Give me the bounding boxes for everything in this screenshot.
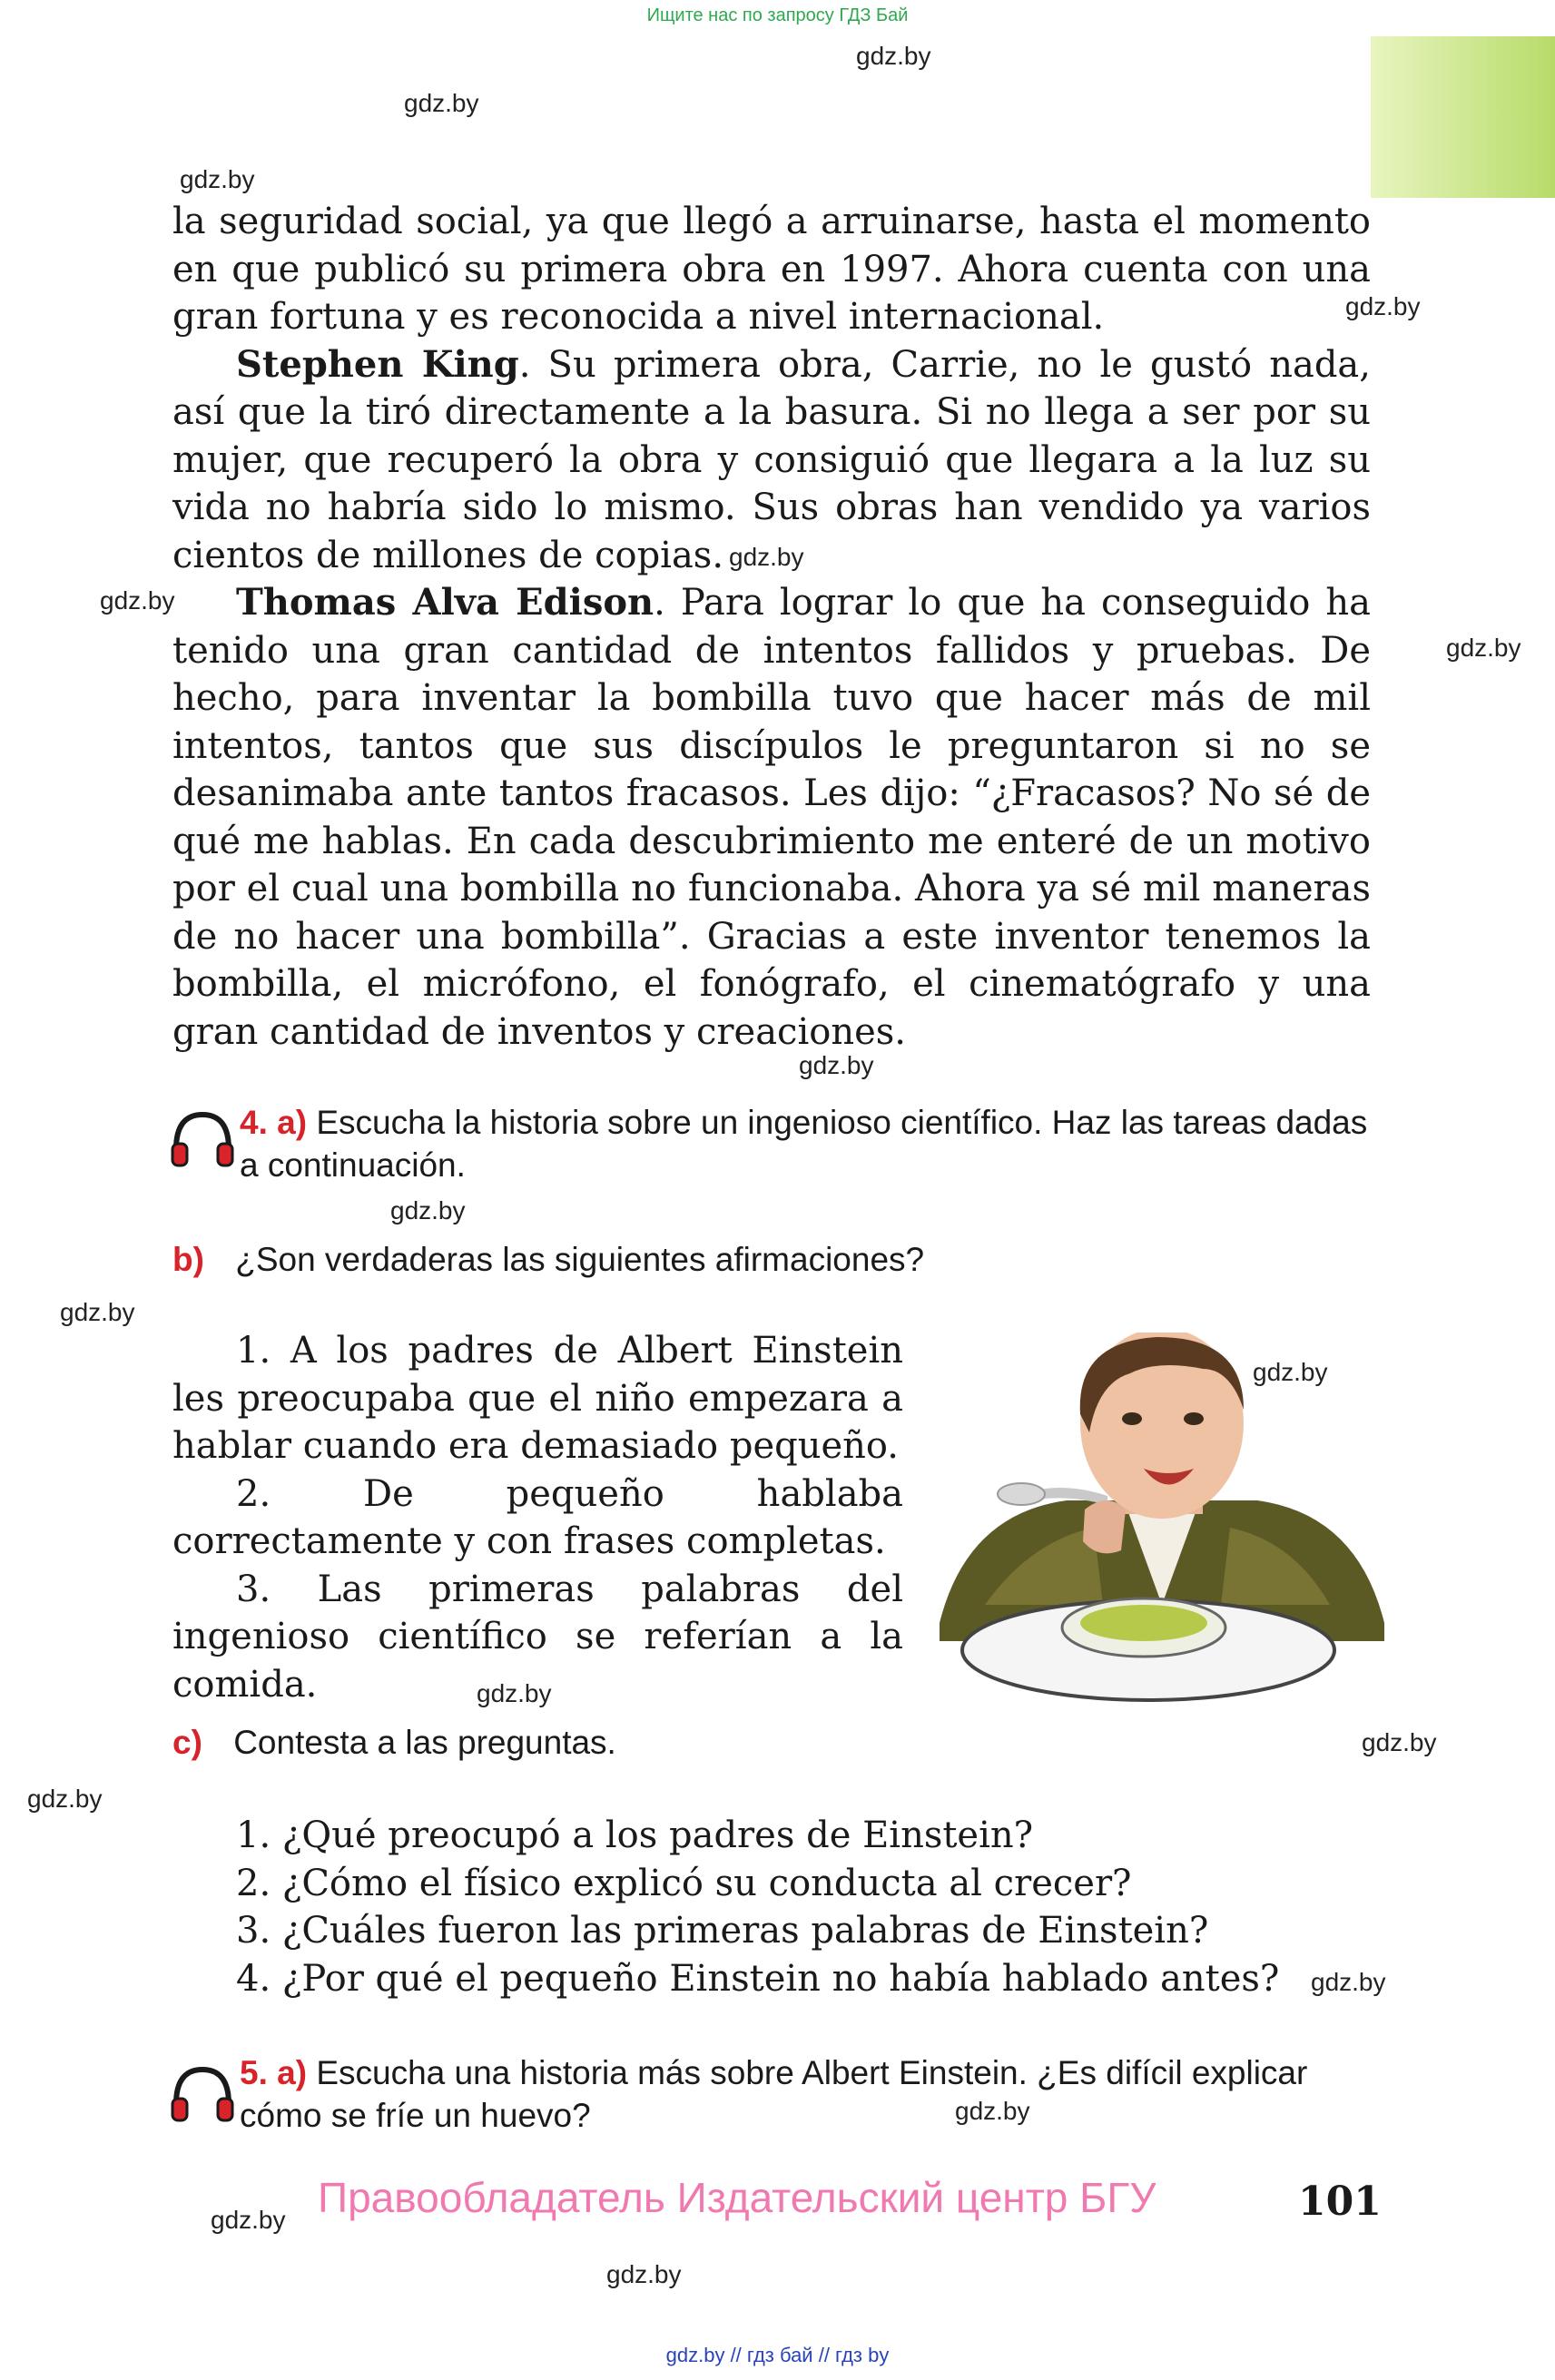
watermark: gdz.by xyxy=(390,1196,466,1224)
watermark: gdz.by xyxy=(1253,1358,1328,1386)
watermark: gdz.by xyxy=(1362,1728,1437,1756)
watermark: gdz.by xyxy=(211,2206,286,2234)
watermark: gdz.by xyxy=(606,2260,682,2288)
watermark: gdz.by xyxy=(1345,292,1421,320)
task4-a-label: 4. a) xyxy=(240,1104,308,1141)
task4-b xyxy=(172,1238,924,1281)
watermark: gdz.by xyxy=(180,165,255,193)
name-edison: Thomas Alva Edison xyxy=(236,581,654,624)
task4-c xyxy=(172,1721,616,1764)
statements xyxy=(172,1327,903,1708)
question-item: 3. ¿Cuáles fueron las primeras palabras de Einstein? xyxy=(236,1910,1209,1952)
task5-a xyxy=(240,2051,1374,2137)
paragraph-rowling: la seguridad social, ya que llegó a arruinarse, hasta el momento en que publicó su primera obra en 1997. Ahora cuenta con una gran fortuna y es reconocida a nivel internacional. xyxy=(172,201,1371,338)
main-text xyxy=(172,198,1371,1056)
watermark: gdz.by xyxy=(27,1785,103,1813)
task4-a-text: Escucha la historia sobre un ingenioso científico. Haz las tareas dadas a continuación. xyxy=(240,1104,1368,1184)
watermark: gdz.by xyxy=(1311,1968,1386,1996)
watermark: gdz.by xyxy=(60,1298,135,1326)
task4-b-label: b) xyxy=(172,1241,204,1278)
paragraph-king xyxy=(172,341,1371,580)
paragraph-edison-text: . Para lograr lo que ha conseguido ha tenido una gran cantidad de intentos fallidos y pruebas. De hecho, para inventar la bombilla tuvo que hacer más de mil intentos, tantos que sus discípulos le preguntaron si no se desanimaba ante tantos fracasos. Les dijo: “¿Fracasos? No sé de qué me hablas. En cada descubrimiento me enteré de un motivo por el cual una bombilla no funcionaba. Ahora ya sé mil maneras de no hacer una bombilla”. Gracias a este inventor tenemos la bombilla, el micrófono, el fonógrafo, el cinematógrafo y una gran cantidad de inventos y creaciones. xyxy=(172,582,1371,1053)
watermark: gdz.by xyxy=(799,1051,874,1079)
statement-item: 1. A los padres de Albert Einstein les preocupaba que el niño empezara a hablar cuando era demasiado pequeño. xyxy=(172,1330,903,1467)
watermark: gdz.by xyxy=(729,543,804,571)
task5-a-label: 5. a) xyxy=(240,2054,308,2091)
question-item: 2. ¿Cómo el físico explicó su conducta al crecer? xyxy=(236,1862,1132,1904)
headphones-icon xyxy=(169,1109,236,1169)
task5-a-text: Escucha una historia más sobre Albert Einstein. ¿Es difícil explicar cómo se fríe un huevo? xyxy=(240,2054,1308,2134)
watermark: gdz.by xyxy=(955,2097,1030,2125)
watermark: gdz.by xyxy=(100,586,175,615)
task4-a xyxy=(240,1101,1374,1186)
watermark: gdz.by xyxy=(1446,634,1521,662)
task4-c-text: Contesta a las preguntas. xyxy=(233,1724,616,1761)
name-stephen-king: Stephen King xyxy=(236,342,519,386)
question-item: 1. ¿Qué preocupó a los padres de Einstein? xyxy=(236,1815,1034,1856)
search-note: Ищите нас по запросу ГДЗ Бай xyxy=(646,5,909,25)
watermark: gdz.by xyxy=(477,1679,552,1707)
question-item: 4. ¿Por qué el pequeño Einstein no había hablado antes? xyxy=(236,1957,1280,2000)
paragraph-king-text: . Su primera obra, Carrie, no le gustó nada, así que la tiró directamente a la basura. Si no llega a ser por su mujer, que recuperó la obra y consiguió que llegara a la luz su vida no habría sido lo mismo. Sus obras han vendido ya varios cientos de millones de copias. xyxy=(172,343,1371,576)
questions-list xyxy=(172,1812,1371,2002)
bottom-links[interactable]: gdz.by // гдз бай // гдз by xyxy=(665,2344,890,2366)
statement-item: 3. Las primeras palabras del ingenioso científico se referían a la comida. xyxy=(172,1568,903,1706)
page-number: 101 xyxy=(1298,2178,1382,2225)
statement-item: 2. De pequeño hablaba correctamente y con frases completas. xyxy=(172,1472,903,1562)
watermark: gdz.by xyxy=(856,42,931,70)
copyright-holder: Правообладатель Издательский центр БГУ xyxy=(318,2174,1156,2221)
headphones-icon xyxy=(169,2064,236,2124)
paragraph-edison xyxy=(172,579,1371,1056)
corner-tab xyxy=(1371,36,1555,198)
task4-b-text: ¿Son verdaderas las siguientes afirmaciones? xyxy=(235,1241,925,1278)
einstein-boy-illustration xyxy=(930,1333,1389,1714)
task4-c-label: c) xyxy=(172,1724,202,1761)
watermark: gdz.by xyxy=(404,89,479,117)
